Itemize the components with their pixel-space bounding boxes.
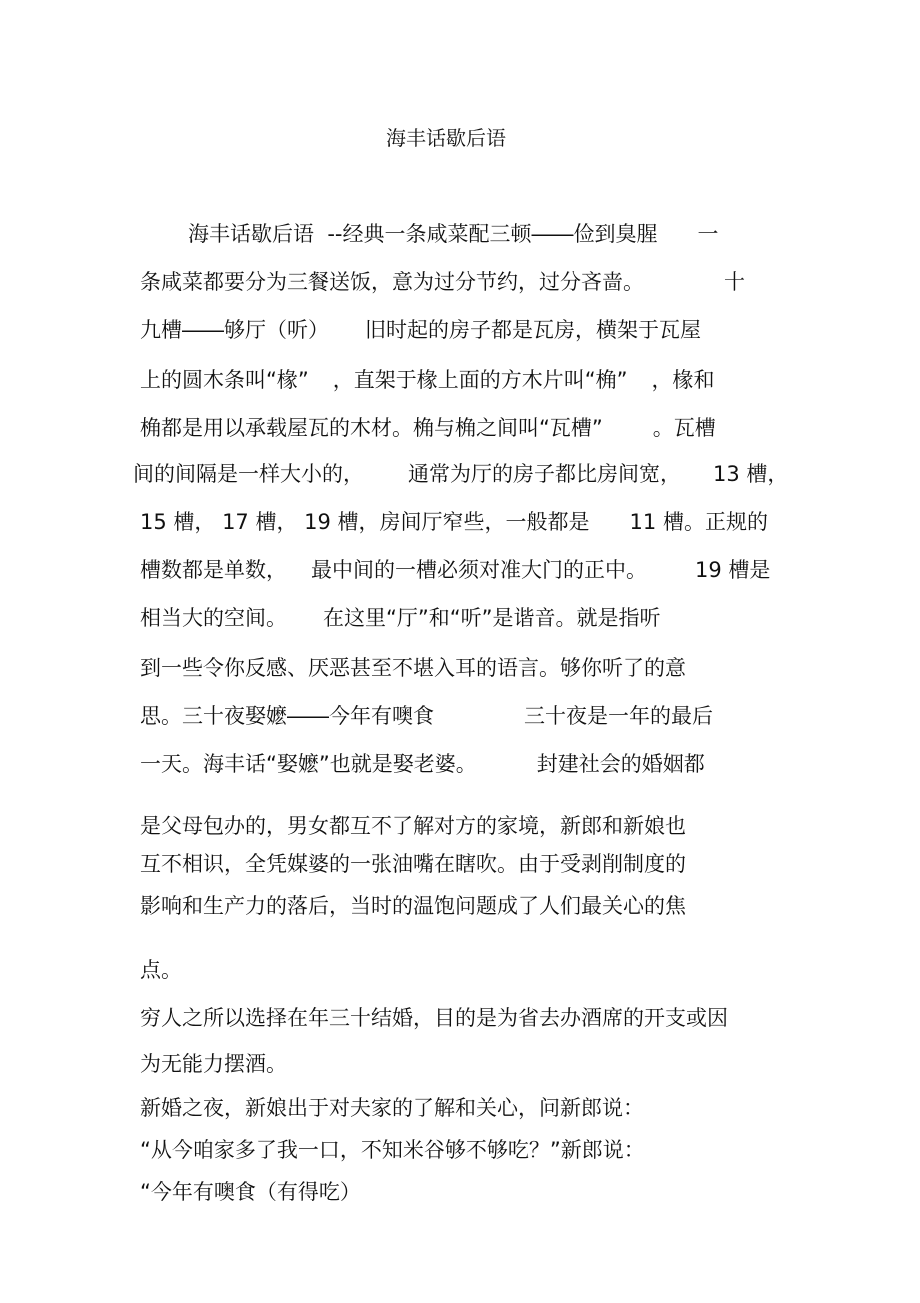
text-segment: 在这里“厅”和“听”是谐音。就是指听 xyxy=(323,606,661,630)
text-segment: 旧时起的房子都是瓦房，横架于瓦屋 xyxy=(365,318,701,342)
text-line xyxy=(140,1179,361,1205)
document-title: 海丰话歇后语 xyxy=(386,126,506,150)
text-segment: 桷都是用以承载屋瓦的木材。桷与桷之间叫“瓦槽” xyxy=(140,416,603,440)
text-line xyxy=(140,703,713,729)
text-line xyxy=(140,893,686,919)
text-segment: 互不相识，全凭媒婆的一张油嘴在瞎吹。由于受剥削制度的 xyxy=(140,852,686,876)
text-line xyxy=(140,751,705,777)
text-segment: 上的圆木条叫“椽” xyxy=(140,368,309,392)
text-segment: 穷人之所以选择在年三十结婚，目的是为省去办酒席的开支或因 xyxy=(140,1006,728,1030)
text-line xyxy=(140,1137,645,1163)
text-segment: 为无能力摆酒。 xyxy=(140,1052,287,1076)
text-segment: 十 xyxy=(724,270,745,294)
text-line xyxy=(140,1095,644,1121)
text-segment: 间的间隔是一样大小的， xyxy=(133,462,364,486)
text-line xyxy=(140,1051,287,1077)
text-line xyxy=(140,605,661,631)
text-line xyxy=(140,851,686,877)
text-segment: 一 xyxy=(697,222,719,246)
text-line xyxy=(140,415,716,441)
text-line xyxy=(140,1005,728,1031)
text-line xyxy=(140,557,770,583)
text-line xyxy=(133,461,788,487)
text-segment: 到一些令你反感、厌恶甚至不堪入耳的语言。够你听了的意 xyxy=(140,656,686,680)
text-line xyxy=(140,509,768,535)
text-segment: “从今咱家多了我一口，不知米谷够不够吃？”新郎说： xyxy=(140,1138,645,1162)
text-segment: 相当大的空间。 xyxy=(140,606,287,630)
text-line xyxy=(140,813,686,839)
text-segment: 15 槽， 17 槽， 19 槽，房间厅窄些，一般都是 xyxy=(140,510,590,534)
text-line xyxy=(140,317,701,343)
text-segment: 影响和生产力的落后，当时的温饱问题成了人们最关心的焦 xyxy=(140,894,686,918)
text-segment: ，直架于椽上面的方木片叫“桷” xyxy=(332,368,628,392)
text-segment: 一天。海丰话“娶嬷”也就是娶老婆。 xyxy=(140,752,477,776)
text-segment: 11 槽。正规的 xyxy=(629,510,768,534)
text-segment: “今年有噢食（有得吃） xyxy=(140,1180,361,1204)
text-segment: 19 槽是 xyxy=(695,558,771,582)
text-segment: 13 槽， xyxy=(713,462,789,486)
text-segment: 新婚之夜，新娘出于对夫家的了解和关心，问新郎说： xyxy=(140,1096,644,1120)
text-segment: 条咸菜都要分为三餐送饭，意为过分节约，过分吝啬。 xyxy=(140,270,644,294)
text-segment: 海丰话歇后语 --经典一条咸菜配三顿――俭到臭腥 xyxy=(188,222,658,246)
text-segment: 封建社会的婚姻都 xyxy=(536,752,705,776)
text-segment: 三十夜是一年的最后 xyxy=(524,704,713,728)
text-segment: 是父母包办的，男女都互不了解对方的家境，新郎和新娘也 xyxy=(140,814,686,838)
text-line xyxy=(140,269,745,295)
text-line xyxy=(140,367,715,393)
text-line xyxy=(140,957,182,983)
text-segment: 九槽――够厅（听） xyxy=(140,318,329,342)
text-segment: 槽数都是单数， xyxy=(140,558,287,582)
text-segment: 思。三十夜娶嬷――今年有噢食 xyxy=(140,704,434,728)
text-segment: 点。 xyxy=(140,958,182,982)
text-line xyxy=(188,221,719,247)
text-segment: 通常为厅的房子都比房间宽， xyxy=(408,462,681,486)
text-segment: ，椽和 xyxy=(651,368,715,392)
text-segment: 最中间的一槽必须对准大门的正中。 xyxy=(311,558,647,582)
text-line xyxy=(140,655,686,681)
text-segment: 。瓦槽 xyxy=(652,416,716,440)
